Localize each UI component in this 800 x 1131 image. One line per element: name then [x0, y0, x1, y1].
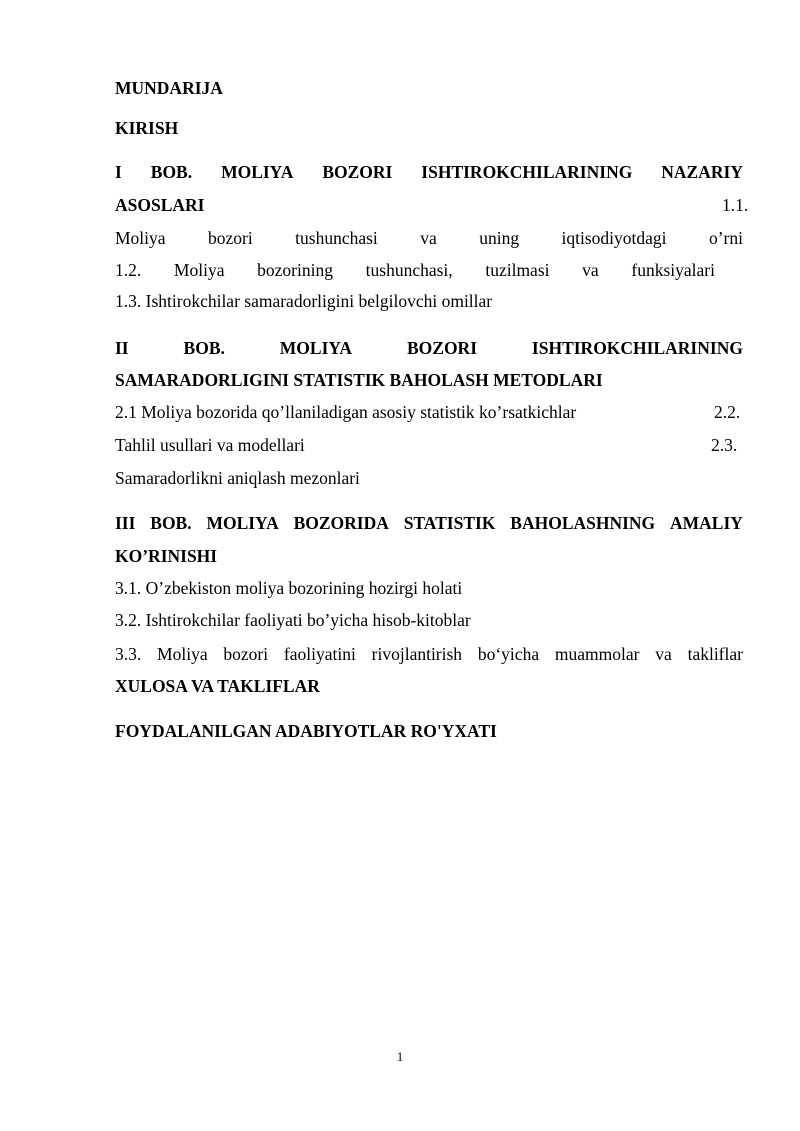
- section-2-2-number: 2.2.: [714, 402, 741, 422]
- word: bozori: [223, 644, 269, 664]
- chapter-1-heading: [115, 161, 743, 183]
- word: II: [115, 338, 129, 358]
- word: BOZORI: [322, 162, 393, 182]
- word: 1.2.: [115, 260, 142, 280]
- word: Moliya: [115, 228, 166, 248]
- word: bo‘yicha: [477, 644, 540, 664]
- word: 3.3.: [115, 644, 142, 664]
- word: Moliya: [173, 260, 225, 280]
- word: va: [582, 260, 599, 280]
- word: MOLIYA: [221, 162, 294, 182]
- section-3-2: 3.2. Ishtirokchilar faoliyati bo’yicha hisob-kitoblar: [115, 610, 471, 630]
- chapter-2-heading: [115, 337, 743, 359]
- section-2-2-title: Tahlil usullari va modellari: [115, 435, 305, 455]
- word: tuzilmasi: [485, 260, 550, 280]
- word: rivojlantirish: [371, 644, 463, 664]
- word: uning: [479, 228, 520, 248]
- word: I: [115, 162, 122, 182]
- word: MOLIYA: [206, 513, 279, 533]
- word: faoliyatini: [283, 644, 356, 664]
- toc-entry-conclusion: XULOSA VA TAKLIFLAR: [115, 676, 320, 696]
- section-1-3: 1.3. Ishtirokchilar samaradorligini belgilovchi omillar: [115, 291, 493, 311]
- word: BAHOLASHNING: [510, 513, 656, 533]
- word: STATISTIK: [403, 513, 496, 533]
- word: BOZORIDA: [293, 513, 389, 533]
- word: iqtisodiyotdagi: [561, 228, 667, 248]
- section-1-1-number: 1.1.: [722, 195, 749, 215]
- word: ISHTIROKCHILARINING: [531, 338, 743, 358]
- word: BOZORI: [406, 338, 478, 358]
- word: muammolar: [554, 644, 640, 664]
- word: BOB.: [183, 338, 225, 358]
- word: tushunchasi,: [365, 260, 453, 280]
- word: va: [420, 228, 437, 248]
- section-2-3-number: 2.3.: [711, 435, 738, 455]
- toc-title: MUNDARIJA: [115, 78, 223, 98]
- word: funksiyalari: [631, 260, 715, 280]
- section-3-3: [115, 643, 743, 665]
- section-2-1: 2.1 Moliya bozorida qo’llaniladigan asosiy statistik ko’rsatkichlar: [115, 402, 577, 422]
- section-2-3-title: Samaradorlikni aniqlash mezonlari: [115, 468, 360, 488]
- section-3-1: 3.1. O’zbekiston moliya bozorining hozirgi holati: [115, 578, 463, 598]
- word: MOLIYA: [279, 338, 353, 358]
- word: bozorining: [257, 260, 333, 280]
- toc-entry-references: FOYDALANILGAN ADABIYOTLAR RO'YXATI: [115, 721, 497, 741]
- word: bozori: [208, 228, 253, 248]
- word: ISHTIROKCHILARINING: [421, 162, 633, 182]
- word: BOB.: [150, 162, 193, 182]
- word: BOB.: [150, 513, 192, 533]
- chapter-1-heading-cont: ASOSLARI: [115, 195, 205, 215]
- word: NAZARIY: [661, 162, 743, 182]
- section-1-2: [115, 259, 715, 281]
- word: o’rni: [708, 228, 743, 248]
- chapter-3-heading: [115, 512, 743, 534]
- chapter-3-heading-cont: KO’RINISHI: [115, 546, 218, 566]
- page-number: 1: [396, 1049, 404, 1064]
- word: AMALIY: [670, 513, 743, 533]
- word: va: [655, 644, 672, 664]
- chapter-2-heading-cont: SAMARADORLIGINI STATISTIK BAHOLASH METODLARI: [115, 370, 603, 390]
- word: tushunchasi: [295, 228, 378, 248]
- word: takliflar: [687, 644, 743, 664]
- word: Moliya: [157, 644, 208, 664]
- section-1-1-title: [115, 227, 743, 249]
- word: III: [115, 513, 136, 533]
- toc-entry-kirish: KIRISH: [115, 118, 179, 138]
